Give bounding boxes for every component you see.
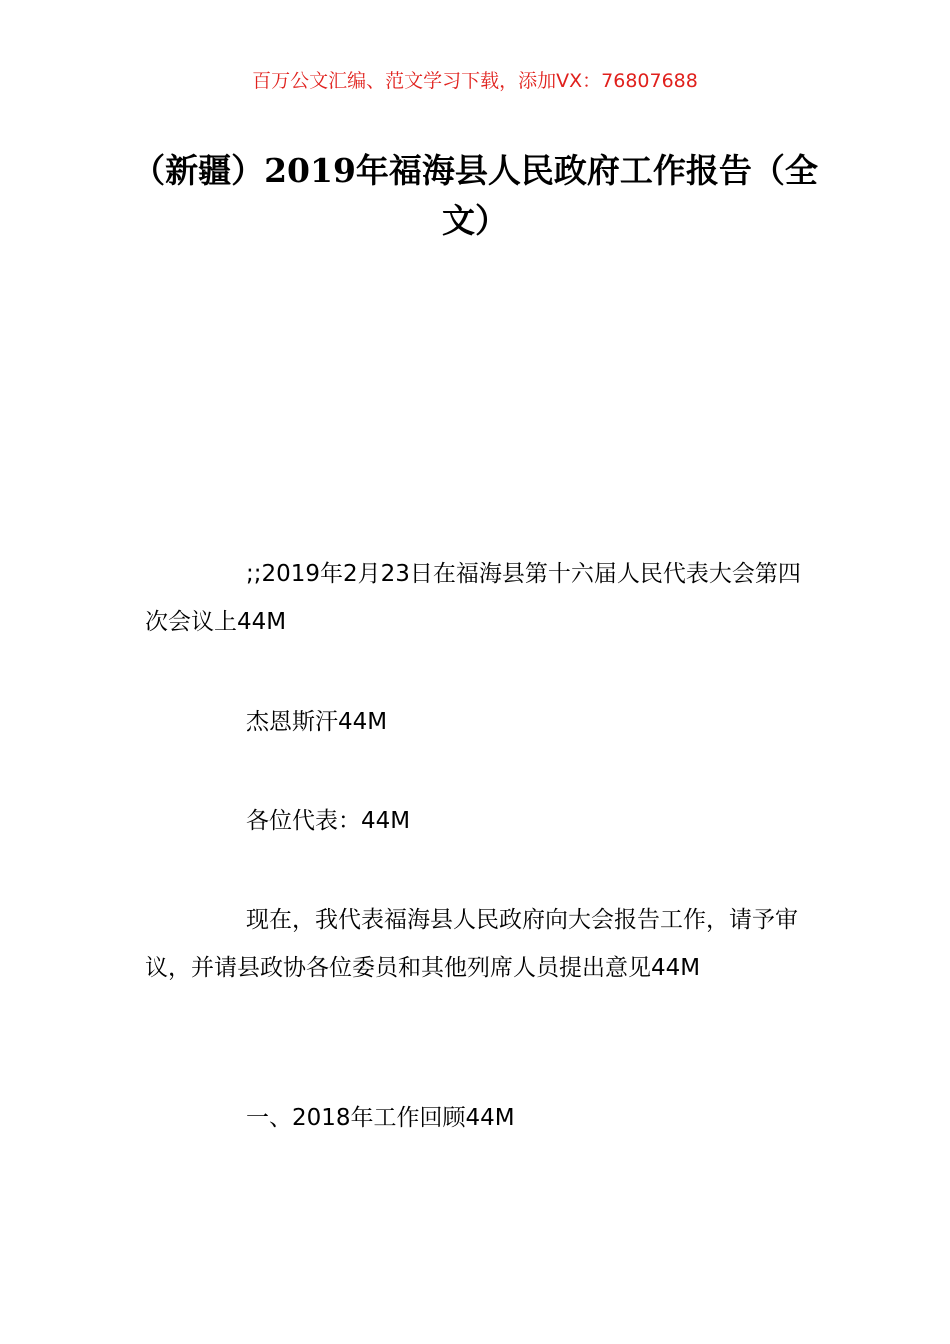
- paragraph-speaker: 杰恩斯汗44M: [246, 709, 388, 735]
- document-title: （新疆）2019年福海县人民政府工作报告（全文）: [132, 151, 818, 240]
- paragraph-introduction: 现在，我代表福海县人民政府向大会报告工作，请予审议，并请县政协各位委员和其他列席人员提出意见44M: [145, 907, 798, 981]
- paragraph-salutation: 各位代表：44M: [246, 808, 411, 834]
- watermark-header: 百万公文汇编、范文学习下载，添加VX：76807688: [252, 70, 698, 92]
- section-heading-review: 一、2018年工作回顾44M: [246, 1105, 515, 1131]
- paragraph-meeting-info: ;;2019年2月23日在福海县第十六届人民代表大会第四次会议上44M: [145, 561, 801, 635]
